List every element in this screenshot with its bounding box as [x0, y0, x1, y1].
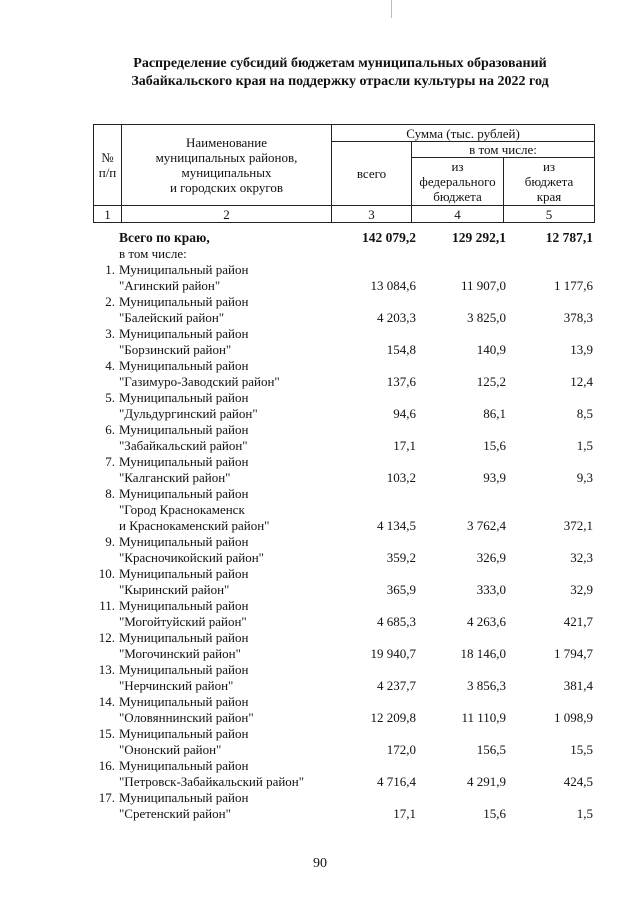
total-label: Всего по краю,	[119, 230, 210, 245]
municipality-name	[119, 454, 329, 486]
row-number: 4.	[105, 358, 115, 373]
table-row	[93, 726, 594, 758]
value-total: 19 940,7	[370, 646, 416, 661]
municipality-name	[119, 662, 329, 694]
row-number: 1.	[105, 262, 115, 277]
table-row	[93, 358, 594, 390]
data-rows	[93, 262, 594, 822]
title-line-1: Распределение субсидий бюджетам муниципальных образований	[133, 56, 547, 71]
municipality-name-line: "Могойтуйский район"	[119, 614, 247, 629]
municipality-name-line: "Оловяннинский район"	[119, 710, 254, 725]
row-number: 12.	[98, 630, 115, 645]
municipality-name	[119, 566, 329, 598]
value-regional: 1 177,6	[554, 278, 593, 293]
value-total: 4 716,4	[377, 774, 416, 789]
value-regional: 372,1	[563, 518, 593, 533]
row-number: 6.	[105, 422, 115, 437]
table-row	[93, 790, 594, 822]
municipality-name	[119, 598, 329, 630]
value-federal: 4 291,9	[467, 774, 506, 789]
municipality-name-line: "Балейский район"	[119, 310, 225, 325]
value-regional: 9,3	[576, 470, 593, 485]
value-total: 359,2	[386, 550, 416, 565]
col-number: 2	[122, 206, 332, 223]
value-regional: 421,7	[563, 614, 593, 629]
table-row	[93, 454, 594, 486]
municipality-name-line: "Красночикойский район"	[119, 550, 264, 565]
table-row	[93, 598, 594, 630]
municipality-name-line: Муниципальный район	[119, 262, 249, 277]
table-row	[93, 390, 594, 422]
value-regional: 381,4	[563, 678, 593, 693]
row-number: 16.	[98, 758, 115, 773]
table-row	[93, 486, 594, 534]
municipality-name	[119, 790, 329, 822]
table-row	[93, 758, 594, 790]
municipality-name-line: Муниципальный район	[119, 454, 249, 469]
title-line-2: Забайкальского края на поддержку отрасли культуры на 2022 год	[131, 74, 549, 89]
municipality-name-line: "Нерчинский район"	[119, 678, 234, 693]
value-regional: 32,3	[570, 550, 593, 565]
value-total: 4 237,7	[377, 678, 416, 693]
col-number: 4	[412, 206, 504, 223]
municipality-name	[119, 694, 329, 726]
municipality-name-line: "Ононский район"	[119, 742, 222, 757]
table-body	[93, 230, 594, 822]
header-regional: из бюджета края	[504, 158, 595, 206]
header-num: № п/п	[94, 125, 122, 206]
table-row	[93, 662, 594, 694]
municipality-name-line: Муниципальный район	[119, 326, 249, 341]
municipality-name	[119, 726, 329, 758]
value-federal: 326,9	[476, 550, 506, 565]
value-federal: 15,6	[483, 806, 506, 821]
total-federal: 129 292,1	[452, 230, 506, 245]
scan-edge-mark	[391, 0, 392, 18]
municipality-name	[119, 630, 329, 662]
municipality-name	[119, 758, 329, 790]
value-total: 172,0	[386, 742, 416, 757]
municipality-name	[119, 262, 329, 294]
row-number: 7.	[105, 454, 115, 469]
header-name: Наименование муниципальных районов, муниципальных и городских округов	[122, 125, 332, 206]
header-federal: из федерального бюджета	[412, 158, 504, 206]
municipality-name-line: "Борзинский район"	[119, 342, 232, 357]
municipality-name-line: и Краснокаменский район"	[119, 518, 270, 533]
municipality-name	[119, 390, 329, 422]
value-federal: 18 146,0	[460, 646, 506, 661]
including-label: в том числе:	[119, 246, 187, 261]
header-sum: Сумма (тыс. рублей)	[332, 125, 595, 142]
row-number: 10.	[98, 566, 115, 581]
value-regional: 15,5	[570, 742, 593, 757]
including-row	[93, 246, 594, 262]
municipality-name-line: Муниципальный район	[119, 630, 249, 645]
municipality-name-line: "Петровск-Забайкальский район"	[119, 774, 305, 789]
page-number: 90	[313, 856, 327, 871]
value-total: 12 209,8	[370, 710, 416, 725]
total-sum: 142 079,2	[362, 230, 416, 245]
col-number: 3	[332, 206, 412, 223]
value-federal: 15,6	[483, 438, 506, 453]
value-federal: 3 762,4	[467, 518, 506, 533]
value-federal: 3 825,0	[467, 310, 506, 325]
total-row	[93, 230, 594, 246]
municipality-name-line: "Забайкальский район"	[119, 438, 248, 453]
value-total: 4 685,3	[377, 614, 416, 629]
municipality-name-line: Муниципальный район	[119, 294, 249, 309]
table-row	[93, 294, 594, 326]
municipality-name-line: Муниципальный район	[119, 598, 249, 613]
municipality-name	[119, 326, 329, 358]
row-number: 14.	[98, 694, 115, 709]
page-title	[80, 55, 600, 91]
value-total: 137,6	[386, 374, 416, 389]
value-federal: 11 110,9	[461, 710, 506, 725]
municipality-name-line: Муниципальный район	[119, 358, 249, 373]
municipality-name-line: Муниципальный район	[119, 566, 249, 581]
value-federal: 93,9	[483, 470, 506, 485]
municipality-name	[119, 294, 329, 326]
value-federal: 125,2	[476, 374, 506, 389]
table-row	[93, 534, 594, 566]
row-number: 3.	[105, 326, 115, 341]
value-federal: 4 263,6	[467, 614, 506, 629]
value-total: 4 203,3	[377, 310, 416, 325]
value-federal: 3 856,3	[467, 678, 506, 693]
value-regional: 8,5	[576, 406, 593, 421]
municipality-name-line: "Город Краснокаменск	[119, 502, 245, 517]
value-federal: 156,5	[476, 742, 506, 757]
col-number: 5	[504, 206, 595, 223]
value-total: 103,2	[386, 470, 416, 485]
municipality-name-line: "Могочинский район"	[119, 646, 241, 661]
municipality-name-line: Муниципальный район	[119, 390, 249, 405]
row-number: 11.	[99, 598, 115, 613]
value-regional: 32,9	[570, 582, 593, 597]
municipality-name	[119, 486, 329, 534]
table-row	[93, 262, 594, 294]
value-regional: 1,5	[576, 806, 593, 821]
value-total: 17,1	[393, 438, 416, 453]
row-number: 17.	[98, 790, 115, 805]
row-number: 15.	[98, 726, 115, 741]
municipality-name	[119, 534, 329, 566]
value-regional: 424,5	[563, 774, 593, 789]
municipality-name-line: Муниципальный район	[119, 790, 249, 805]
municipality-name-line: Муниципальный район	[119, 662, 249, 677]
value-federal: 86,1	[483, 406, 506, 421]
row-number: 5.	[105, 390, 115, 405]
row-number: 13.	[98, 662, 115, 677]
municipality-name	[119, 422, 329, 454]
municipality-name-line: "Агинский район"	[119, 278, 221, 293]
municipality-name-line: "Газимуро-Заводский район"	[119, 374, 280, 389]
value-total: 13 084,6	[370, 278, 416, 293]
value-regional: 1 794,7	[554, 646, 593, 661]
value-federal: 333,0	[476, 582, 506, 597]
municipality-name-line: Муниципальный район	[119, 422, 249, 437]
value-total: 154,8	[386, 342, 416, 357]
table-row	[93, 694, 594, 726]
table-header	[93, 124, 595, 223]
header-including: в том числе:	[412, 142, 595, 158]
municipality-name-line: Муниципальный район	[119, 486, 249, 501]
header-total: всего	[332, 142, 412, 206]
municipality-name	[119, 358, 329, 390]
table-row	[93, 630, 594, 662]
value-total: 17,1	[393, 806, 416, 821]
value-total: 4 134,5	[377, 518, 416, 533]
row-number: 9.	[105, 534, 115, 549]
table-row	[93, 326, 594, 358]
municipality-name-line: Муниципальный район	[119, 758, 249, 773]
value-regional: 12,4	[570, 374, 593, 389]
value-regional: 13,9	[570, 342, 593, 357]
municipality-name-line: "Дульдургинский район"	[119, 406, 258, 421]
municipality-name-line: "Калганский район"	[119, 470, 231, 485]
value-regional: 1 098,9	[554, 710, 593, 725]
municipality-name-line: Муниципальный район	[119, 534, 249, 549]
value-regional: 1,5	[576, 438, 593, 453]
col-number: 1	[94, 206, 122, 223]
municipality-name-line: "Сретенский район"	[119, 806, 231, 821]
table-row	[93, 422, 594, 454]
value-total: 94,6	[393, 406, 416, 421]
municipality-name-line: "Кыринский район"	[119, 582, 230, 597]
table-row	[93, 566, 594, 598]
row-number: 8.	[105, 486, 115, 501]
value-federal: 11 907,0	[460, 278, 506, 293]
value-federal: 140,9	[476, 342, 506, 357]
municipality-name-line: Муниципальный район	[119, 726, 249, 741]
value-total: 365,9	[386, 582, 416, 597]
value-regional: 378,3	[563, 310, 593, 325]
municipality-name-line: Муниципальный район	[119, 694, 249, 709]
row-number: 2.	[105, 294, 115, 309]
total-regional: 12 787,1	[545, 230, 593, 245]
